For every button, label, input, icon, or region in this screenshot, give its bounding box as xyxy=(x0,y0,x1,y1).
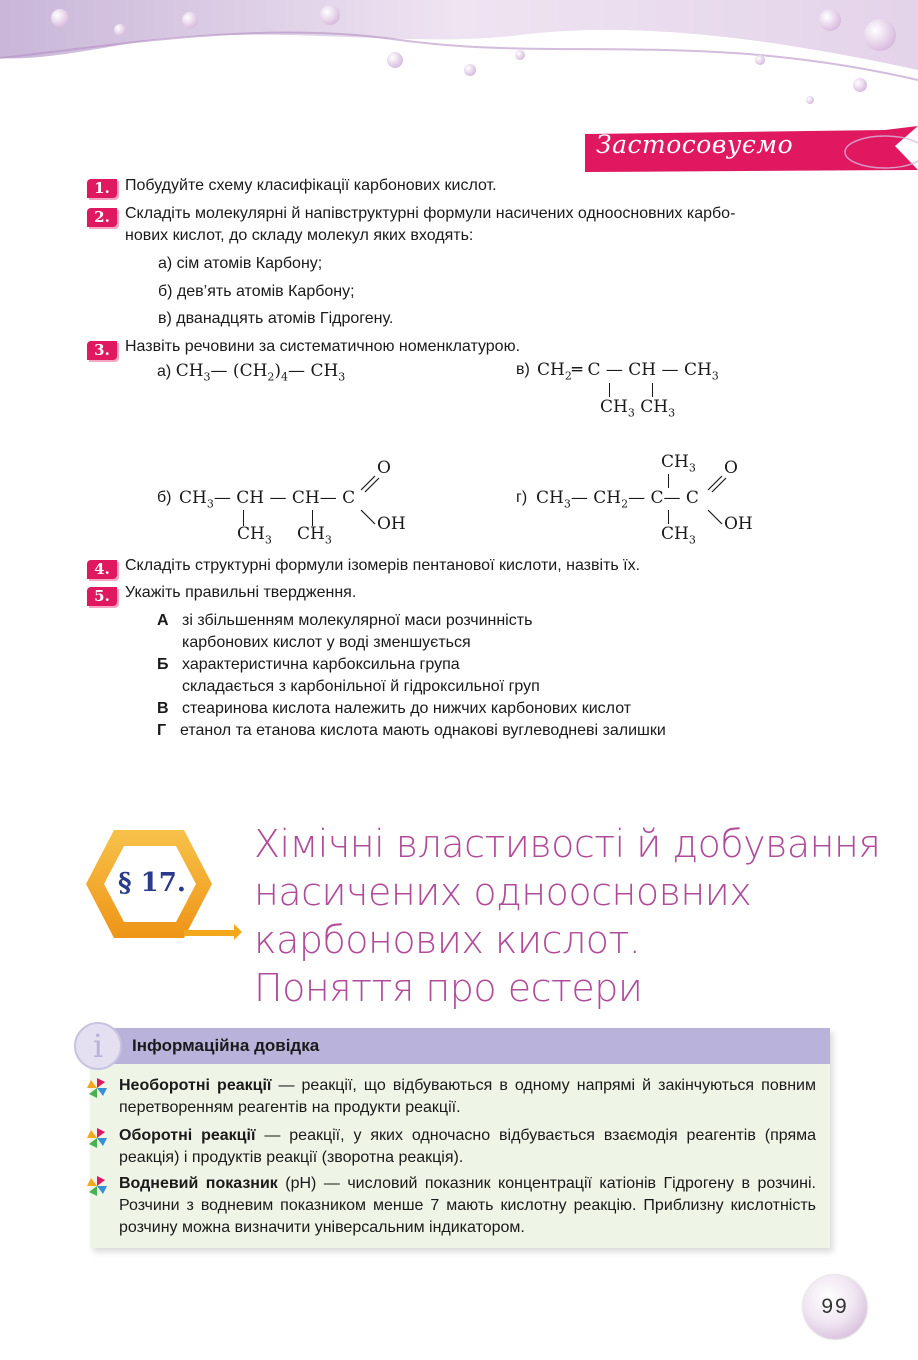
formula-g-label: г) xyxy=(516,489,528,506)
info-term: Оборотні реакції xyxy=(119,1127,256,1144)
formula-g-top-branch: $CH_3$ xyxy=(661,452,696,475)
question-1-badge: 1. xyxy=(87,179,117,198)
formula-v-label: в) xyxy=(516,361,530,378)
formula-v-main: $CH_2═$ C — CH — $CH_3$ xyxy=(537,360,719,383)
question-2-item-v: в) дванадцять атомів Гідрогену. xyxy=(158,310,394,327)
section-title: Застосовуємо xyxy=(596,130,794,159)
question-3-badge: 3. xyxy=(87,341,117,360)
formula-g-oxygen: O xyxy=(724,458,738,478)
option-letter: Б xyxy=(157,656,169,673)
bond-line xyxy=(668,510,669,524)
formula-b-oh: OH xyxy=(377,514,406,534)
formula-b-oxygen: O xyxy=(377,458,391,478)
option-text-line: стеаринова кислота належить до нижчих карбонових кислот xyxy=(182,700,632,717)
option-text-line: характеристична карбоксильна група xyxy=(182,656,460,673)
formula-a-expression: $CH_3—$ $(CH_2)_4—$ $CH_3$ xyxy=(175,361,346,384)
info-term: Водневий показник xyxy=(119,1175,278,1192)
formula-g-main: $CH_3—$ $CH_2—$ C— C xyxy=(536,488,699,511)
bond-line xyxy=(652,383,653,397)
chapter-title-line: насичених одноосновних xyxy=(254,870,752,914)
question-2-item-a: а) сім атомів Карбону; xyxy=(158,255,323,272)
info-definition: (pH) — числовий показник концентрації катіонів Гідрогену в розчині. Розчини з водневим показником менше 7 мають кислотну реакцію. Приблизну кислотність розчину можна визначити універсальним індикатором. xyxy=(119,1175,816,1236)
option-letter: Г xyxy=(157,722,167,739)
pinwheel-icon xyxy=(86,1077,108,1099)
bond-line xyxy=(668,474,669,488)
formula-g xyxy=(516,450,806,554)
info-term: Необоротні реакції xyxy=(119,1077,272,1094)
formula-v-branches: $CH_3$ $CH_3$ xyxy=(600,397,676,420)
formula-b xyxy=(157,458,447,554)
header-decoration xyxy=(0,0,918,140)
option-text-line: складається з карбонільної й гідроксильної груп xyxy=(182,678,540,695)
pinwheel-icon xyxy=(86,1175,108,1197)
question-4-badge: 4. xyxy=(87,560,117,579)
formula-v xyxy=(516,361,776,423)
info-item-1 xyxy=(119,1075,816,1119)
question-1-text: Побудуйте схему класифікації карбонових кислот. xyxy=(125,177,497,194)
pinwheel-icon xyxy=(86,1127,108,1149)
question-2-item-b: б) дев’ять атомів Карбону; xyxy=(158,283,355,300)
formula-a-label: а) xyxy=(157,363,172,380)
formula-g-oh: OH xyxy=(724,514,753,534)
question-5-text: Укажіть правильні твердження. xyxy=(125,584,357,601)
formula-b-branch-1: $CH_3$ xyxy=(237,524,272,547)
bond-line xyxy=(609,383,610,397)
option-letter: В xyxy=(157,700,169,717)
formula-b-branch-2: $CH_3$ xyxy=(297,524,332,547)
info-definition: — реакції, що відбуваються в одному напрямі й закінчуються повним перетворенням реагентів на продукти реакції. xyxy=(119,1077,816,1116)
question-2-badge: 2. xyxy=(87,208,117,227)
question-5-badge: 5. xyxy=(87,587,117,606)
info-definition: — реакції, у яких одночасно відбувається взаємодія реагентів (пряма реакція) і продуктів реакції (зворотна реакція). xyxy=(119,1127,817,1166)
page-number: 99 xyxy=(803,1275,867,1339)
question-2-line-2: нових кислот, до складу молекул яких входять: xyxy=(125,227,474,244)
chapter-title xyxy=(254,820,880,1012)
chapter-title-line: карбонових кислот. xyxy=(254,918,641,962)
chapter-title-line: Хімічні властивості й добування xyxy=(254,822,881,866)
formula-a xyxy=(157,361,345,383)
option-text-line: карбонових кислот у воді зменшується xyxy=(182,634,471,651)
option-text-line: зі збільшенням молекулярної маси розчинність xyxy=(182,612,533,629)
info-item-2 xyxy=(119,1125,816,1169)
option-letter: А xyxy=(157,612,169,629)
question-3-text: Назвіть речовини за систематичною номенклатурою. xyxy=(125,338,521,355)
question-2-line-1: Складіть молекулярні й напівструктурні формули насичених одноосновних карбо- xyxy=(125,205,736,222)
formula-b-label: б) xyxy=(157,489,172,506)
formula-g-bottom-branch: $CH_3$ xyxy=(661,524,696,547)
info-box-title: Інформаційна довідка xyxy=(132,1036,320,1055)
info-icon: i xyxy=(74,1022,122,1070)
chapter-title-line: Поняття про естери xyxy=(254,966,643,1010)
formula-b-main: $CH_3—$ CH — CH— C xyxy=(179,488,356,511)
option-text-line: етанол та етанова кислота мають однакові вуглеводневі залишки xyxy=(180,722,666,739)
chapter-number: § 17. xyxy=(118,868,186,898)
question-4-text: Складіть структурні формули ізомерів пентанової кислоти, назвіть їх. xyxy=(125,557,641,574)
info-item-3 xyxy=(119,1173,816,1239)
